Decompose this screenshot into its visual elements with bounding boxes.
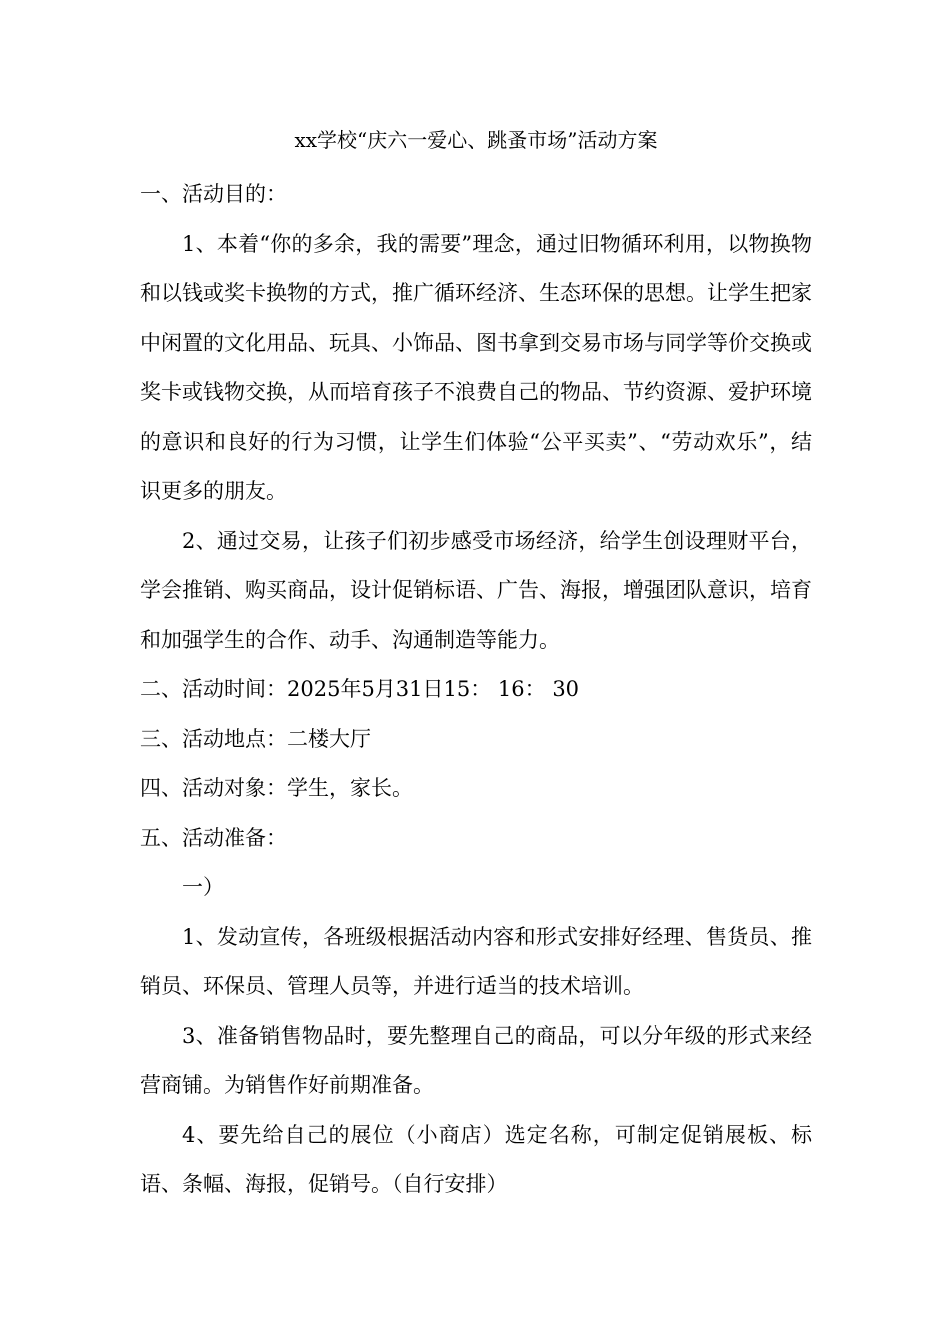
section-audience: 四、活动对象：学生，家长。 — [140, 776, 413, 800]
section-heading-purpose: 一、活动目的： — [140, 182, 287, 206]
purpose-paragraph-1: 1、本着“你的多余，我的需要”理念，通过旧物循环利用，以物换物和以钱或奖卡换物的方式，推广循环经济、生态环保的思想。让学生把家中闲置的文化用品、玩具、小饰品、图书拿到交易市场与同学等价交换或奖卡或钱物交换，从而培育孩子不浪费自己的物品、节约资源、爱护环境的意识和良好的行为习惯，让学生们体验“公平买卖”、“劳动欢乐”，结识更多的朋友。 — [140, 231, 812, 503]
document-title: xx学校“庆六一爱心、跳蚤市场”活动方案 — [294, 128, 658, 152]
section-heading-preparation: 五、活动准备： — [140, 825, 287, 850]
document-body — [140, 170, 812, 1210]
section-location: 三、活动地点：二楼大厅 — [140, 726, 371, 751]
preparation-subheading: 一） — [182, 875, 224, 899]
purpose-paragraph-2: 2、通过交易，让孩子们初步感受市场经济，给学生创设理财平台，学会推销、购买商品，设计促销标语、广告、海报，增强团队意识，培育和加强学生的合作、动手、沟通制造等能力。 — [140, 528, 812, 652]
preparation-item-3: 3、准备销售物品时，要先整理自己的商品，可以分年级的形式来经营商铺。为销售作好前期准备。 — [140, 1023, 812, 1097]
preparation-item-4: 4、要先给自己的展位（小商店）选定名称，可制定促销展板、标语、条幅、海报，促销号。（自行安排） — [140, 1122, 812, 1196]
preparation-item-1: 1、发动宣传，各班级根据活动内容和形式安排好经理、售货员、推销员、环保员、管理人员等，并进行适当的技术培训。 — [140, 924, 812, 998]
section-time: 二、活动时间：2025年5月31日15： 16： 30 — [140, 677, 580, 701]
